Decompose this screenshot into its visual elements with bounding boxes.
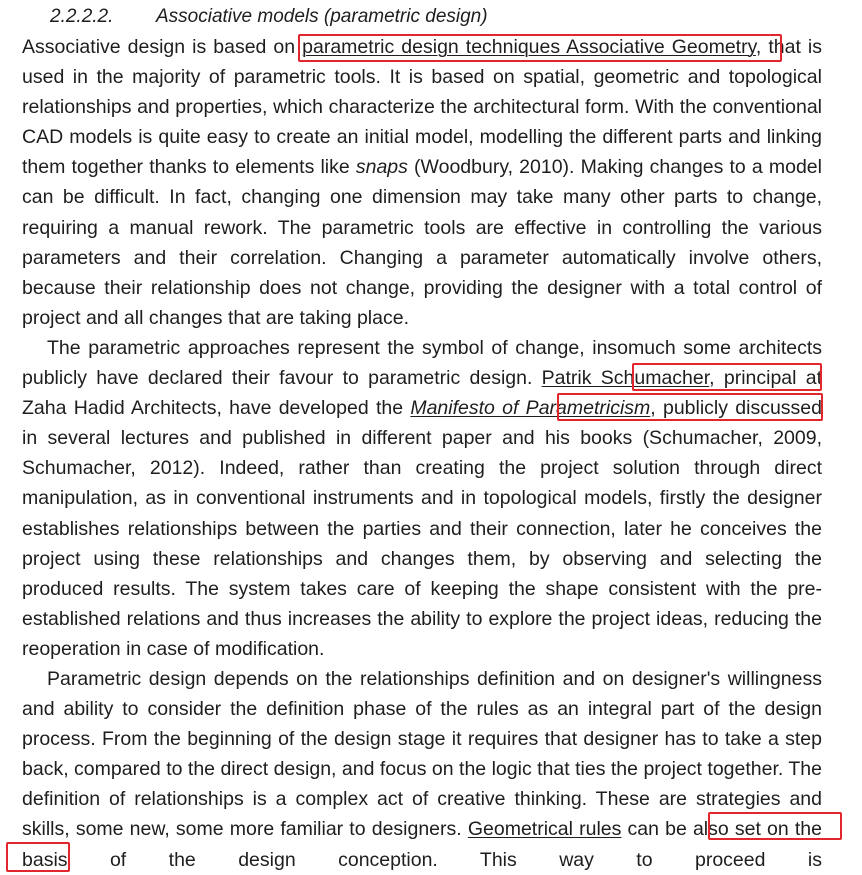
- italic-term-snaps: snaps: [355, 156, 408, 179]
- paragraph-text: , publicly discussed in several lectures and published in different paper and his books (Schumacher, 2009, Schumacher, 2012). Indeed, rather than creating the project solution through direct manipulation, as in conventional instruments and in topological models, firstly the designer establishes relationships between the parties and their connection, later he conceives the project using these relationships and changes them, by observing and selecting the produced results. The system takes care of keeping the shape consistent with the pre-established relations and thus increases the ability to explore the project ideas, reducing the reoperation in case of modification.: [22, 397, 822, 660]
- section-heading: [50, 4, 822, 30]
- paragraph-parametric-approaches: [22, 333, 822, 664]
- highlighted-phrase-geometrical-rules: Geometrical rules: [467, 818, 622, 841]
- highlighted-name-patrik-schumacher: Patrik Schumacher: [541, 367, 710, 390]
- paragraph-text: (Woodbury, 2010). Making changes to a model can be difficult. In fact, changing one dimension may take many other parts to change, requiring a manual rework. The parametric tools are effective in controlling the various parameters and their correlation. Changing a parameter automatically involve others, because their relationship does not change, providing the designer with a total control of project and all changes that are taking place.: [22, 156, 822, 329]
- highlighted-title-manifesto: Manifesto of Parametricism: [410, 397, 651, 420]
- paragraph-text: Associative design is based on: [22, 36, 303, 58]
- section-title: Associative models (parametric design): [156, 6, 488, 27]
- section-number: 2.2.2.2.: [50, 6, 114, 27]
- paragraph-parametric-design: [22, 664, 822, 875]
- highlighted-phrase-associative-geometry: parametric design techniques Associative Geometry: [302, 36, 756, 58]
- paragraph-associative-design: [22, 32, 822, 333]
- paragraph-text: , principal at Zaha Hadid Architects, have developed the: [22, 367, 823, 420]
- paragraph-text: Parametric design depends on the relationships definition and on designer's willingness and ability to consider the definition phase of the rules as an integral part of the design process. From the beginning of the design stage it requires that designer has to take a step back, compared to the direct design, and focus on the logic that ties the project together. The definition of relationships is a complex act of creative thinking. These are strategies and skills, some new, some more familiar to designers.: [22, 667, 822, 841]
- paragraph-text: The parametric approaches represent the symbol of change, insomuch some architects publicly have declared their favour to parametric design.: [22, 336, 822, 390]
- paragraph-text: can be also set on the basis of the design conception. This way to proceed is: [22, 818, 822, 871]
- paragraph-text: , that is used in the majority of parametric tools. It is based on spatial, geometric and topological relationships and properties, which characterize the architectural form. With the conventional CAD models is quite easy to create an initial model, modelling the different parts and linking them together thanks to elements like: [22, 36, 822, 179]
